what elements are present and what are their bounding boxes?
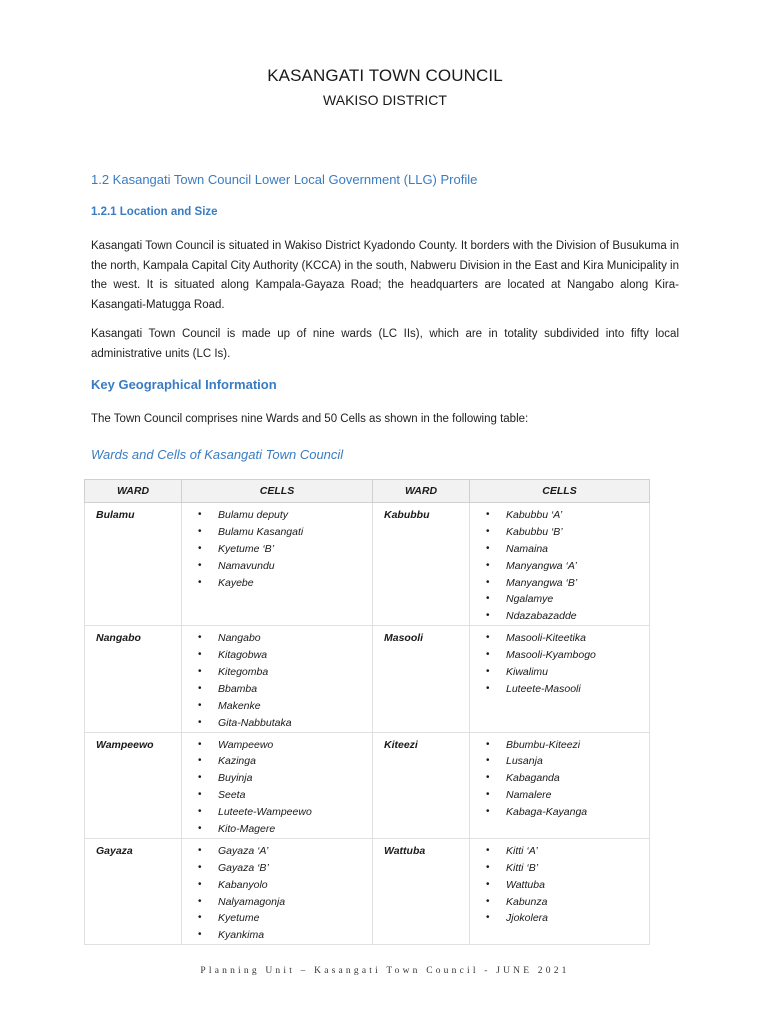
cell-item: • Kazinga <box>182 753 372 770</box>
cell-item: • Masooli-Kiteetika <box>470 630 649 647</box>
table-row <box>85 732 650 838</box>
cell-item: • Ndazabazadde <box>470 608 649 625</box>
cell-item: • Makenke <box>182 698 372 715</box>
table-row <box>85 838 650 944</box>
cell-item: • Masooli-Kyambogo <box>470 647 649 664</box>
cell-item: • Nangabo <box>182 630 372 647</box>
cells-list-cell <box>470 503 650 626</box>
table-row <box>85 626 650 732</box>
cell-item: • Luteete-Masooli <box>470 681 649 698</box>
cells-list <box>182 626 372 731</box>
cell-item: • Namalere <box>470 787 649 804</box>
cell-item: • Kabanyolo <box>182 877 372 894</box>
cell-item: • Kitegomba <box>182 664 372 681</box>
wards-cells-table <box>84 479 650 945</box>
ward-cell <box>373 626 470 732</box>
cell-item: • Seeta <box>182 787 372 804</box>
key-geographical-heading: Key Geographical Information <box>91 377 277 392</box>
cell-item: • Wattuba <box>470 877 649 894</box>
cell-item: • Bulamu Kasangati <box>182 524 372 541</box>
cell-item: • Jjokolera <box>470 910 649 927</box>
cell-item: • Kabaganda <box>470 770 649 787</box>
cell-item: • Buyinja <box>182 770 372 787</box>
cells-list-cell <box>470 838 650 944</box>
table-intro-paragraph: The Town Council comprises nine Wards and 50 Cells as shown in the following table: <box>91 413 529 425</box>
cell-item: • Kito-Magere <box>182 821 372 838</box>
cell-item: • Luteete-Wampeewo <box>182 804 372 821</box>
ward-name: Wattuba <box>384 844 426 857</box>
cells-list <box>182 839 372 944</box>
cell-item: • Lusanja <box>470 753 649 770</box>
ward-cell <box>85 626 182 732</box>
cells-list <box>470 733 649 821</box>
cell-item: • Nalyamagonja <box>182 894 372 911</box>
ward-cell <box>373 503 470 626</box>
cells-list <box>182 503 372 591</box>
ward-name: Gayaza <box>96 844 133 857</box>
table-row <box>85 503 650 626</box>
cell-item: • Ngalamye <box>470 591 649 608</box>
cell-item: • Kyetume <box>182 910 372 927</box>
cell-item: • Gita-Nabbutaka <box>182 715 372 732</box>
cells-list-cell <box>182 732 373 838</box>
ward-cell <box>85 838 182 944</box>
cell-item: • Kayebe <box>182 575 372 592</box>
page-footer: Planning Unit – Kasangati Town Council - JUNE 2021 <box>200 966 570 976</box>
header-ward: WARD <box>85 480 182 503</box>
ward-name: Kiteezi <box>384 738 418 751</box>
cells-list <box>470 503 649 625</box>
ward-name: Masooli <box>384 632 424 645</box>
cells-list-cell <box>182 503 373 626</box>
ward-cell <box>85 503 182 626</box>
ward-name: Kabubbu <box>384 509 430 521</box>
cell-item: • Kyankima <box>182 927 372 944</box>
cells-list <box>470 626 649 698</box>
ward-cell <box>373 838 470 944</box>
cell-item: • Kyetume ‘B’ <box>182 541 372 558</box>
cell-item: • Kabaga-Kayanga <box>470 804 649 821</box>
cells-list-cell <box>470 732 650 838</box>
cell-item: • Manyangwa ‘B’ <box>470 575 649 592</box>
header-cells: CELLS <box>182 480 373 503</box>
header-cells: CELLS <box>470 480 650 503</box>
cell-item: • Kitti ‘A’ <box>470 843 649 860</box>
table-header-row <box>85 480 650 503</box>
cells-list <box>182 733 372 838</box>
ward-name: Bulamu <box>96 509 135 521</box>
cell-item: • Bulamu deputy <box>182 507 372 524</box>
cell-item: • Kabubbu ‘B’ <box>470 524 649 541</box>
table-caption: Wards and Cells of Kasangati Town Council <box>91 447 344 462</box>
section-heading: 1.2 Kasangati Town Council Lower Local Government (LLG) Profile <box>91 172 478 187</box>
ward-cell <box>85 732 182 838</box>
location-paragraph: Kasangati Town Council is situated in Wakiso District Kyadondo County. It borders with the Division of Busukuma in the north, Kampala Capital City Authority (KCCA) in the south, Nabweru Division in the East and Kira Municipality in the west. It is situated along Kampala-Gayaza Road; the headquarters are located at Nangabo along Kira-Kasangati-Matugga Road. <box>91 240 679 311</box>
wards-paragraph: Kasangati Town Council is made up of nine wards (LC IIs), which are in totality subdivided into fifty local administrative units (LC Is). <box>91 328 679 360</box>
cells-list-cell <box>182 626 373 732</box>
cell-item: • Namaina <box>470 541 649 558</box>
cells-list-cell <box>470 626 650 732</box>
cell-item: • Kitti ‘B’ <box>470 860 649 877</box>
cells-list-cell <box>182 838 373 944</box>
cell-item: • Bbamba <box>182 681 372 698</box>
cell-item: • Kabubbu ‘A’ <box>470 507 649 524</box>
ward-cell <box>373 732 470 838</box>
cell-item: • Gayaza ‘B’ <box>182 860 372 877</box>
cell-item: • Namavundu <box>182 558 372 575</box>
header-ward: WARD <box>373 480 470 503</box>
section-subheading: 1.2.1 Location and Size <box>91 206 218 218</box>
cells-list <box>470 839 649 927</box>
document-subtitle: WAKISO DISTRICT <box>323 92 447 108</box>
document-title: KASANGATI TOWN COUNCIL <box>267 66 503 85</box>
cell-item: • Bbumbu-Kiteezi <box>470 737 649 754</box>
cell-item: • Kitagobwa <box>182 647 372 664</box>
cell-item: • Kabunza <box>470 894 649 911</box>
ward-name: Wampeewo <box>96 738 154 751</box>
cell-item: • Kiwalimu <box>470 664 649 681</box>
cell-item: • Manyangwa ‘A’ <box>470 558 649 575</box>
cell-item: • Wampeewo <box>182 737 372 754</box>
cell-item: • Gayaza ‘A’ <box>182 843 372 860</box>
ward-name: Nangabo <box>96 632 141 645</box>
